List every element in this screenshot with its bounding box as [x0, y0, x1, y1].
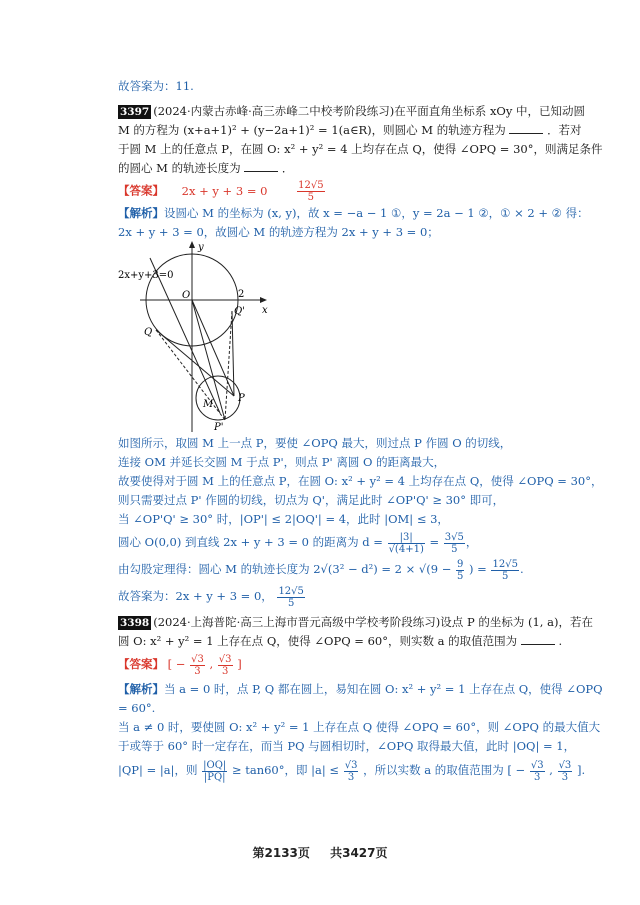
question-3397-line-4: 的圆心 M 的轨迹长度为 ． — [118, 161, 294, 175]
solution-line-3: 故要使得对于圆 M 上的任意点 P，在圆 O: x² + y² = 4 上均存在点 Q，使得 ∠OPQ = 30°， — [118, 474, 603, 488]
solution-line-2: 连接 OM 并延长交圆 M 于点 P'，则点 P' 离圆 O 的距离最大， — [118, 455, 446, 469]
analysis-3398-line-5: |QP| = |a|，则 $\frac{|OQ|}{|PQ|}$ ≥ tan60°，即 |a| ≤ $\frac{√3}{3}$ ，所以实数 a 的取值范围为 [ − $\frac{√3}{3}$ , $\frac{√3}{3}$ ]. — [118, 759, 586, 783]
answer-blank-2 — [244, 161, 278, 172]
question-3398-line-2: 圆 O: x² + y² = 1 上存在点 Q，使得 ∠OPQ = 60°，则实数 a 的取值范围为 . — [118, 634, 563, 648]
question-3397-line-2: M 的方程为 (x+a+1)² + (y−2a+1)² = 1(a∈R)，则圆心 M 的轨迹方程为 ．若对 — [118, 123, 582, 137]
question-3398-line-1: 3398 (2024·上海普陀·高三上海市晋元高级中学校考阶段练习)设点 P 的坐标为 (1, a)，若在 — [120, 615, 593, 629]
analysis-3398-line-3: 当 a ≠ 0 时，要使圆 O: x² + y² = 1 上存在点 Q 使得 ∠OPQ = 60°，则 ∠OPQ 的最大值大 — [118, 720, 601, 734]
total-pages: 共3427页 — [330, 846, 388, 860]
line-label: 2x+y+3=0 — [118, 270, 174, 281]
answer-blank-1 — [509, 123, 543, 134]
analysis-3398-line-2: = 60°. — [118, 701, 156, 715]
question-3397-line-3: 于圆 M 上的任意点 P，在圆 O: x² + y² = 4 上均存在点 Q，使得 ∠OPQ = 30°，则满足条件 — [118, 142, 603, 156]
question-number-3397: 3397 — [120, 106, 150, 118]
analysis-3398-line-1: 【解析】当 a = 0 时，点 P, Q 都在圆上，易知在圆 O: x² + y² = 1 上存在点 Q，使得 ∠OPQ — [118, 682, 603, 696]
solution-line-7: 由勾股定理得：圆心 M 的轨迹长度为 2√(3² − d²) = 2 × √(9 − $\frac{9}{5}$ ) = $\frac{12√5}{5}$ . — [118, 558, 524, 582]
solution-line-1: 如图所示，取圆 M 上一点 P，要使 ∠OPQ 最大，则过点 P 作圆 O 的切线， — [118, 436, 512, 450]
point-q-prime-label: Q' — [234, 306, 245, 317]
analysis-3397-line-2: 2x + y + 3 = 0，故圆心 M 的轨迹方程为 2x + y + 3 = 0； — [118, 225, 439, 239]
answer-3398: 【答案】 [ − $\frac{√3}{3}$ , $\frac{√3}{3}$ ] — [118, 653, 242, 677]
point-q-label: Q — [144, 327, 153, 338]
question-3397-line-1: 3397 (2024·内蒙古赤峰·高三赤峰二中校考阶段练习)在平面直角坐标系 xOy 中，已知动圆 — [120, 104, 586, 118]
answer-3397: 【答案】 2x + y + 3 = 0 $\frac{12√5}{5}$ — [118, 180, 324, 203]
page-footer — [0, 844, 640, 861]
answer-blank-3 — [521, 634, 555, 645]
point-p-prime-label: P' — [214, 422, 224, 433]
analysis-3397-line-1: 【解析】设圆心 M 的坐标为 (x, y)，故 x = −a − 1 ①，y = 2a − 1 ②，① × 2 + ② 得： — [118, 206, 589, 220]
geometry-figure — [110, 238, 290, 433]
point-m-label: M — [203, 399, 214, 410]
solution-final-answer: 故答案为：2x + y + 3 = 0， $\frac{12√5}{5}$ — [118, 585, 304, 609]
origin-label: O — [182, 290, 191, 301]
question-number-3398: 3398 — [120, 617, 150, 629]
solution-line-6: 圆心 O(0,0) 到直线 2x + y + 3 = 0 的距离为 d = $\frac{|3|}{√(4+1)}$ = $\frac{3√5}{5}$ ， — [118, 531, 478, 555]
previous-answer: 故答案为：11. — [118, 79, 194, 93]
solution-line-5: 当 ∠OP'Q' ≥ 30° 时，|OP'| ≤ 2|OQ'| = 4，此时 |OM| ≤ 3， — [118, 512, 449, 526]
y-axis-label: y — [198, 242, 204, 253]
solution-line-4: 则只需要过点 P' 作圆的切线，切点为 Q'，满足此时 ∠OP'Q' ≥ 30° 即可， — [118, 493, 505, 507]
analysis-3398-line-4: 于或等于 60° 时一定存在，而当 PQ 与圆相切时，∠OPQ 取得最大值，此时 |OQ| = 1， — [118, 739, 576, 753]
tick-label-2: 2 — [238, 289, 245, 300]
x-axis-label: x — [262, 305, 268, 316]
point-p-label: P — [238, 393, 245, 404]
page-number: 第2133页 — [252, 846, 310, 860]
